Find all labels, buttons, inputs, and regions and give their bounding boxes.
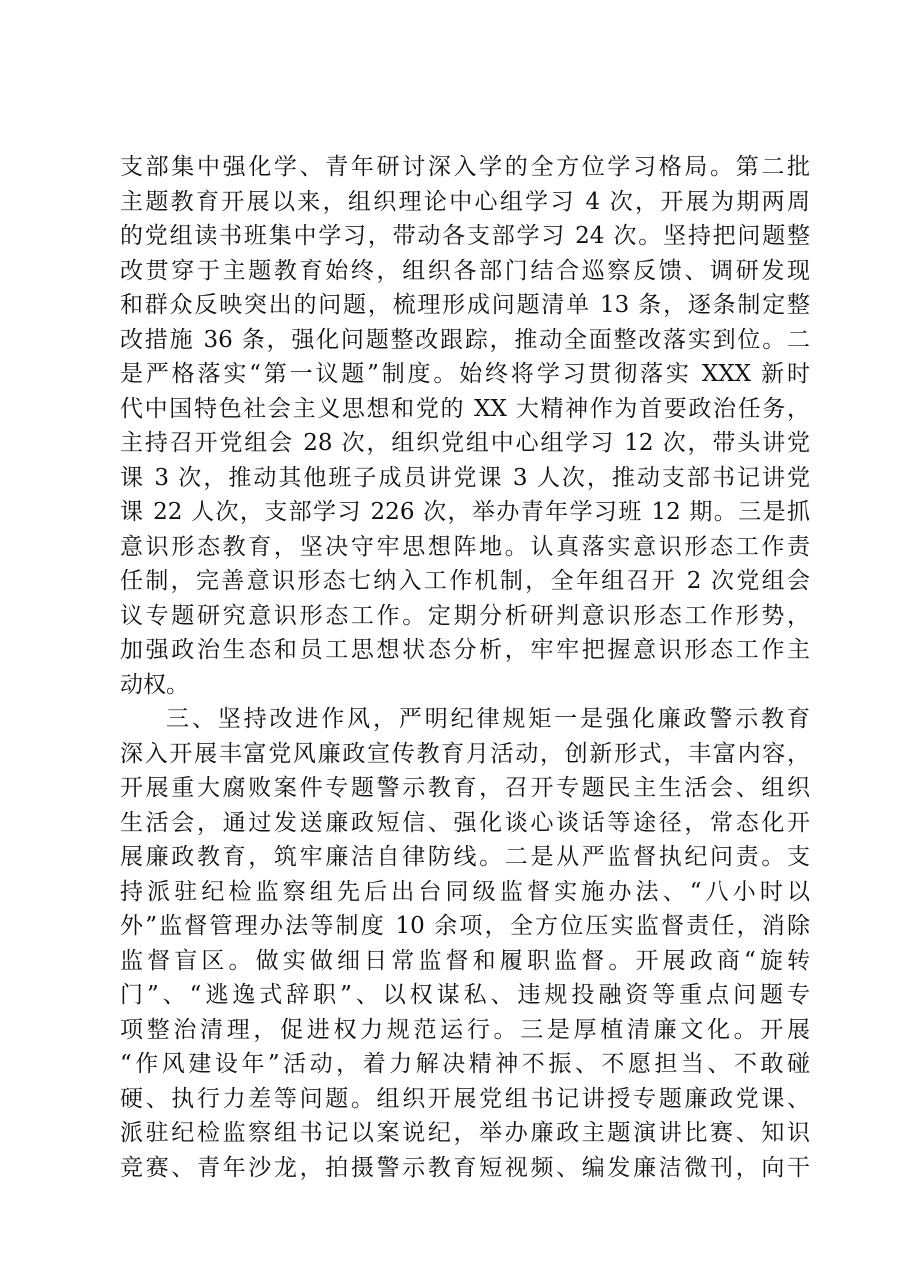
text-line: 课 3 次，推动其他班子成员讲党课 3 人次，推动支部书记讲党: [120, 464, 810, 491]
text-line: 动权。: [120, 671, 189, 698]
text-line: 外”监督管理办法等制度 10 余项，全方位压实监督责任，消除: [120, 913, 810, 939]
text-line: 派驻纪检监察组书记以案说纪，举办廉政主题演讲比赛、知识: [120, 1120, 810, 1146]
text-line: 竞赛、青年沙龙，拍摄警示教育短视频、编发廉洁微刊，向干: [120, 1154, 810, 1181]
text-line: 监督盲区。做实做细日常监督和履职监督。开展政商“旋转: [120, 947, 810, 974]
text-line: 支部集中强化学、青年研讨深入学的全方位学习格局。第二批: [120, 154, 810, 180]
text-line: 是严格落实“第一议题”制度。始终将学习贯彻落实 XXX 新时: [120, 361, 810, 387]
text-line: 开展重大腐败案件专题警示教育，召开专题民主生活会、组织: [120, 775, 810, 801]
text-line: 门”、“逃逸式辞职”、以权谋私、违规投融资等重点问题专: [120, 982, 810, 1008]
text-line: 主题教育开展以来，组织理论中心组学习 4 次，开展为期两周: [120, 188, 810, 215]
text-line: 意识形态教育，坚决守牢思想阵地。认真落实意识形态工作责: [120, 533, 810, 560]
text-line: 改贯穿于主题教育始终，组织各部门结合巡察反馈、调研发现: [120, 257, 810, 284]
text-line: 改措施 36 条，强化问题整改跟踪，推动全面整改落实到位。二: [120, 326, 810, 353]
text-line: 加强政治生态和员工思想状态分析，牢牢把握意识形态工作主: [120, 637, 810, 663]
text-line: 代中国特色社会主义思想和党的 XX 大精神作为首要政治任务，: [120, 395, 810, 422]
text-line: 和群众反映突出的问题，梳理形成问题清单 13 条，逐条制定整: [120, 292, 810, 318]
text-line: 课 22 人次，支部学习 226 次，举办青年学习班 12 期。三是抓: [120, 499, 810, 525]
text-line: 主持召开党组会 28 次，组织党组中心组学习 12 次，带头讲党: [120, 430, 810, 456]
section-heading-line: 三、坚持改进作风，严明纪律规矩一是强化廉政警示教育: [166, 706, 810, 732]
text-line: “作风建设年”活动，着力解决精神不振、不愿担当、不敢碰: [120, 1051, 810, 1077]
text-line: 生活会，通过发送廉政短信、强化谈心谈话等途径，常态化开: [120, 809, 810, 836]
text-line: 持派驻纪检监察组先后出台同级监督实施办法、“八小时以: [120, 878, 810, 905]
text-line: 深入开展丰富党风廉政宣传教育月活动，创新形式，丰富内容，: [120, 740, 810, 767]
body-text: [120, 150, 810, 1185]
text-line: 的党组读书班集中学习，带动各支部学习 24 次。坚持把问题整: [120, 223, 810, 249]
text-line: 硬、执行力差等问题。组织开展党组书记讲授专题廉政党课、: [120, 1085, 810, 1112]
text-line: 任制，完善意识形态七纳入工作机制，全年组召开 2 次党组会: [120, 568, 810, 594]
text-line: 议专题研究意识形态工作。定期分析研判意识形态工作形势，: [120, 602, 810, 629]
text-line: 项整治清理，促进权力规范运行。三是厚植清廉文化。开展: [120, 1016, 810, 1043]
text-line: 展廉政教育，筑牢廉洁自律防线。二是从严监督执纪问责。支: [120, 844, 810, 870]
